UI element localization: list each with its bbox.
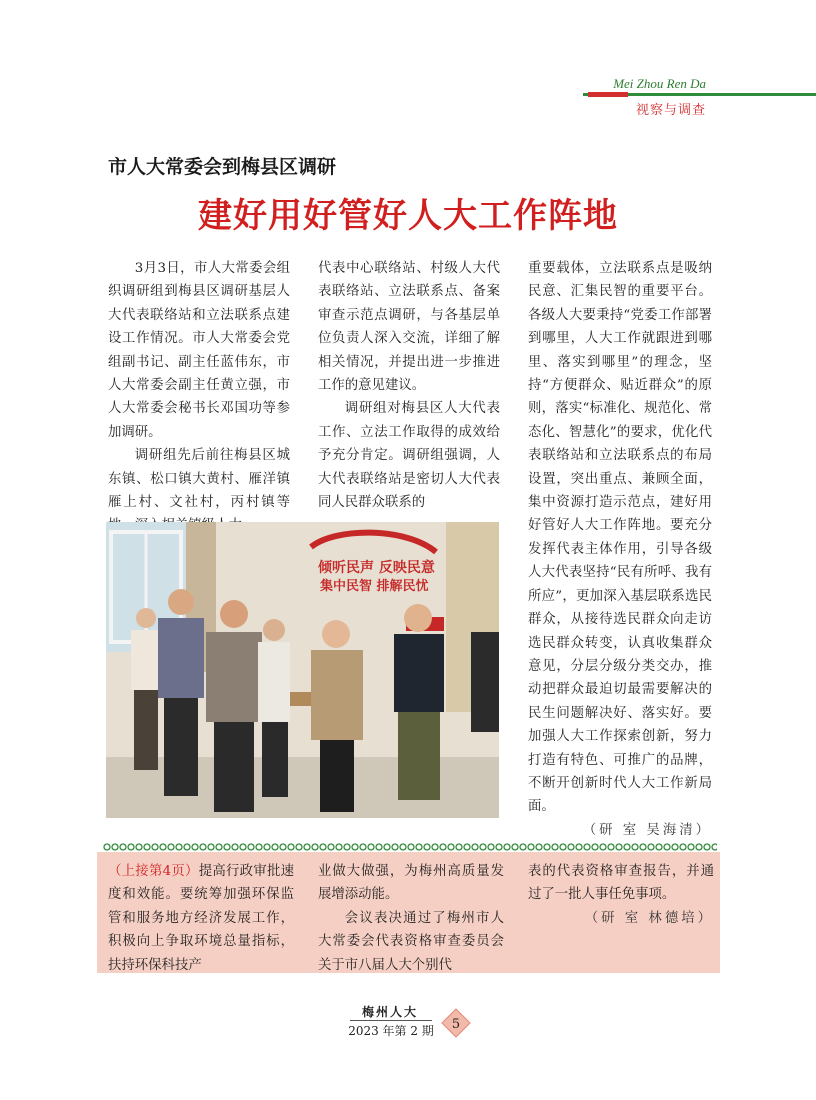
continued-label[interactable]: （上接第4页）	[108, 864, 199, 879]
person-back	[258, 619, 290, 797]
article-column-2	[318, 257, 500, 514]
continued-column-3	[528, 860, 714, 930]
person-left	[131, 608, 161, 770]
magazine-name-header: Mei Zhou Ren Da	[613, 76, 706, 91]
footer-issue: 2023 年第 2 期	[348, 1024, 434, 1038]
author-signature: （研 室 林德培）	[584, 910, 714, 926]
paragraph: 3月3日，市人大常委会组织调研组到梅县区调研基层人大代表联络站和立法联系点建设工作情况。市人大常委会党组副书记、副主任蓝伟东，市人大常委会副主任黄立强，市人大常委会秘书长邓国功等参加调研。	[108, 261, 290, 440]
paragraph: 重要载体，立法联系点是吸纳民意、汇集民智的重要平台。各级人大要秉持“党委工作部署到哪里，人大工作就跟进到哪里、落实到哪里”的理念，坚持“方便群众、贴近群众”的原则，落实“标准化、规范化、常态化、智慧化”的要求，优化代表联络站和立法联系点的布局设置，突出重点、兼顾全面，集中资源打造示范点，建好用好管好人大工作阵地。要充分发挥代表主体作用，引导各级人大代表坚持“民有所呼、我有所应”，更加深入基层联系选民群众，从接待选民群众向走访选民群众转变，认真收集群众意见，分层分级分类交办，推动把群众最迫切最需要解决的民生问题解决好、落实好。要加强人大工作探索创新，努力打造有特色、可推广的品牌，不断开创新时代人大工作新局面。	[528, 261, 712, 815]
paragraph: 调研组先后前往梅县区城东镇、松口镇大黄村、雁洋镇雁上村、文社村，丙村镇等	[108, 448, 290, 511]
paragraph: 提高行政审批速度和效能。要统筹加强环保监管和服务地方经济发展工作，积极向上争取环境总量指标，扶持环保科技产	[108, 864, 295, 973]
article-title: 建好用好管好人大工作阵地	[198, 196, 618, 236]
wall-slogan-1: 倾听民声 反映民意	[318, 560, 435, 576]
article-subtitle: 市人大常委会到梅县区调研	[108, 156, 337, 178]
header-rule-accent	[588, 92, 628, 97]
article-photo	[106, 522, 499, 818]
paragraph: 调研组对梅县区人大代表工作、立法工作取得的成效给予充分肯定。调研组强调，人大代表联络站是密切人大代表同人民群众联系的	[318, 401, 500, 511]
wall-slogan-2: 集中民智 排解民忧	[320, 579, 429, 594]
continued-column-1	[108, 860, 294, 977]
paragraph: 会议表决通过了梅州市人大常委会代表资格审查委员会关于市八届人大个别代	[318, 910, 504, 973]
footer-magazine-name: 梅州人大	[361, 1005, 418, 1019]
article-column-3	[528, 257, 712, 842]
section-label: 视察与调查	[635, 103, 706, 118]
paragraph: 业做大做强，为梅州高质量发展增添动能。	[318, 864, 504, 903]
person-right-edge	[471, 632, 499, 732]
footer-rule	[350, 1020, 432, 1021]
author-signature: （研 室 吴海清）	[582, 822, 712, 838]
article-column-1	[108, 257, 290, 538]
paragraph: 表的代表资格审查报告，并通过了一批人事任免事项。	[528, 864, 714, 903]
decorative-divider	[103, 836, 717, 844]
page-number: 5	[451, 1017, 461, 1032]
continued-column-2	[318, 860, 504, 977]
person-plaid	[158, 589, 204, 796]
page-number-badge	[441, 1008, 471, 1038]
paragraph: 代表中心联络站、村级人大代表联络站、立法联系点、备案审查示范点调研，与各基层单位负责人深入交流，详细了解相关情况，并提出进一步推进工作的意见建议。	[318, 261, 500, 394]
